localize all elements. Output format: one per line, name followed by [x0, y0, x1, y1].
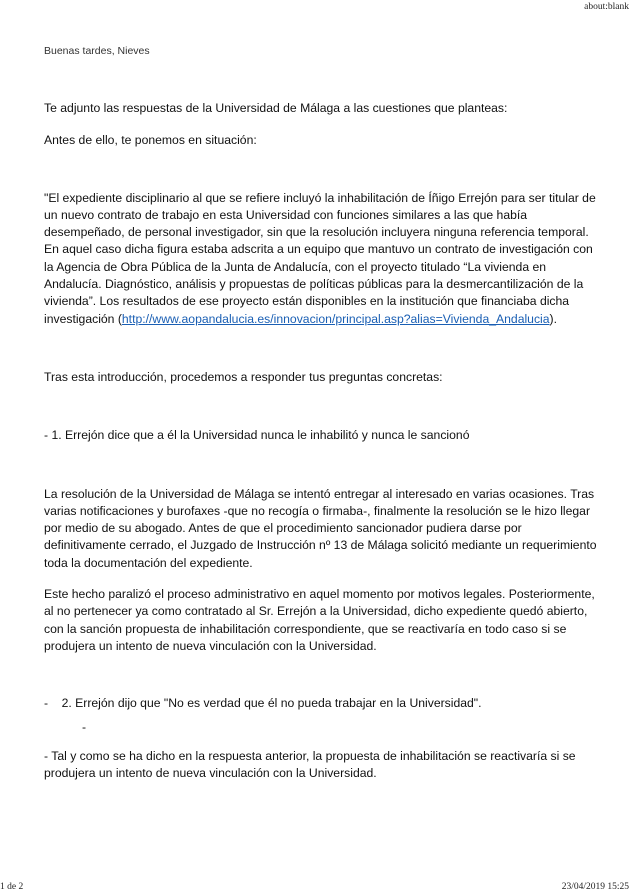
print-datetime: 23/04/2019 15:25 [561, 882, 629, 890]
email-body [44, 100, 604, 782]
quote-paragraph [44, 190, 604, 328]
question-1: - 1. Errejón dice que a él la Universidad nunca le inhabilitó y nunca le sancionó [44, 428, 470, 443]
print-page-number: 1 de 2 [0, 882, 24, 890]
quote-text: "El expediente disciplinario al que se refiere incluyó la inhabilitación de Íñigo Errejón para ser titular de un nuevo contrato de trabajo en esta Universidad con funciones similares a las que había desempeñado, de personal investigador, sin que la resolución incluyera ninguna referencia temporal. En aquel caso dicha figura estaba adscrita a un equipo que mantuvo un contrato de investigación con la Agencia de Obra Pública de la Junta de Andalucía, con el proyecto titulado “La vivienda en Andalucía. Diagnóstico, análisis y propuestas de políticas públicas para la desmercantilización de la vivienda”. Los resultados de ese proyecto están disponibles en la institución que financiaba dicha investigación ( [44, 190, 596, 326]
dash-bullet: - [82, 719, 87, 734]
answer-2: - Tal y como se ha dicho en la respuesta anterior, la propuesta de inhabilitación se reactivaría si se produjera un intento de nueva vinculación con la Universidad. [44, 748, 576, 780]
answer-1-part-2: Este hecho paralizó el proceso administrativo en aquel momento por motivos legales. Posteriormente, al no pertenecer ya como contratado al Sr. Errejón a la Universidad, dicho expediente quedó abierto, con la sanción propuesta de inhabilitación correspondiente, que se reactivaría en todo caso si se produjera un intento de nueva vinculación con la Universidad. [44, 587, 595, 653]
intro-paragraph: Te adjunto las respuestas de la Universidad de Málaga a las cuestiones que planteas: [44, 101, 508, 115]
print-url: about:blank [584, 2, 629, 12]
question-2: - 2. Errejón dijo que "No es verdad que él no pueda trabajar en la Universidad". [44, 696, 482, 711]
aop-link[interactable]: http://www.aopandalucia.es/innovacion/principal.asp?alias=Vivienda_Andalucia [121, 311, 550, 326]
email-greeting: Buenas tardes, Nieves [44, 45, 150, 57]
transition-paragraph: Tras esta introducción, procedemos a responder tus preguntas concretas: [44, 369, 443, 384]
quote-end: ). [549, 311, 557, 326]
situation-paragraph: Antes de ello, te ponemos en situación: [44, 133, 257, 148]
answer-1-part-1: La resolución de la Universidad de Málaga se intentó entregar al interesado en varias ocasiones. Tras varias notificaciones y burofaxes -que no recogía o firmaba-, finalmente la resolución se le hizo llegar por medio de su abogado. Antes de que el procedimiento sancionador pudiera darse por definitivamente cerrado, el Juzgado de Instrucción nº 13 de Málaga solicitó mediante un requerimiento toda la documentación del expediente. [44, 486, 597, 570]
